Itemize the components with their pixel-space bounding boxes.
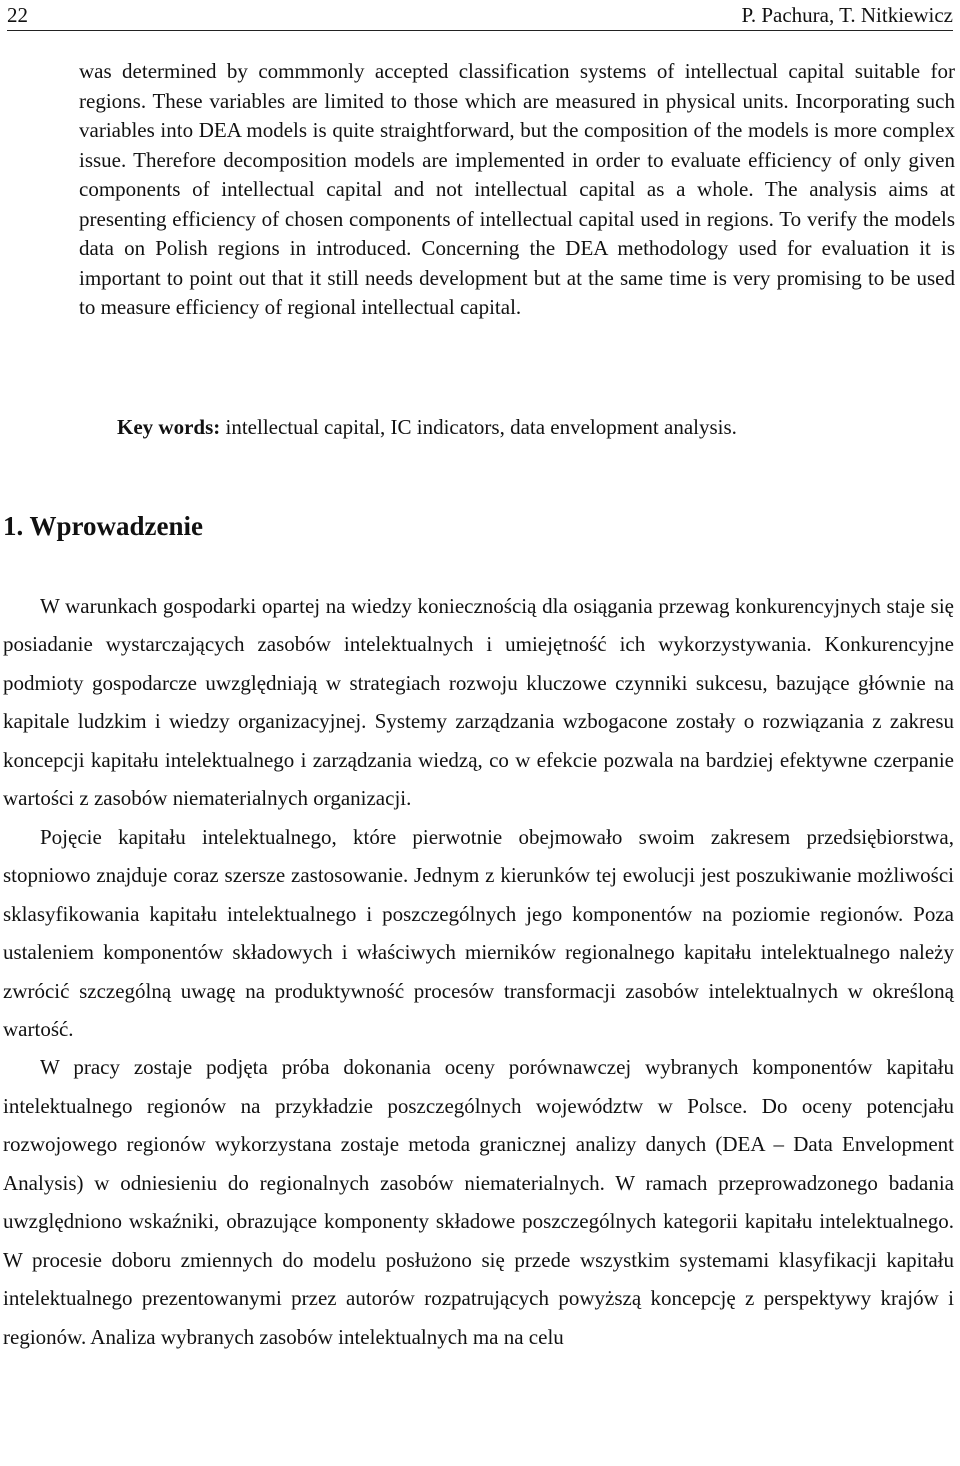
body-text (3, 587, 954, 1356)
page-number: 22 (7, 3, 28, 27)
keywords (117, 412, 937, 442)
section-title: 1. Wprowadzenie (3, 511, 204, 541)
running-header (7, 2, 953, 31)
keywords-label: Key words: (117, 415, 221, 439)
abstract-text: was determined by commmonly accepted classification systems of intellectual capital suitable for regions. These variables are limited to those which are measured in physical units. Incorporating such variables into DEA models is quite straightforward, but the composition of the models is more complex issue. Therefore decomposition models are implemented in order to evaluate efficiency of only given components of intellectual capital and not intellectual capital as a whole. The analysis aims at presenting efficiency of chosen components of intellectual capital used in regions. To verify the models data on Polish regions in introduced. Concerning the DEA methodology used for evaluation it is important to point out that it still needs development but at the same time is very promising to be used to measure efficiency of regional intellectual capital. (79, 59, 955, 319)
paragraph: W pracy zostaje podjęta próba dokonania oceny porównawczej wybranych komponentów kapitału intelektualnego regionów na przykładzie poszczególnych województw w Polsce. Do oceny potencjału rozwojowego regionów wykorzystana zostaje metoda granicznej analizy danych (DEA – Data Envelopment Analysis) w odniesieniu do regionalnych zasobów niematerialnych. W ramach przeprowadzonego badania uwzględniono wskaźniki, obrazujące komponenty składowe poszczególnych kategorii kapitału intelektualnego. W procesie doboru zmiennych do modelu posłużono się przede wszystkim systemami klasyfikacji kapitału intelektualnego prezentowanymi przez autorów rozpatrujących powyższą koncepcję z perspektywy krajów i regionów. Analiza wybranych zasobów intelektualnych ma na celu (3, 1055, 954, 1349)
running-header-authors: P. Pachura, T. Nitkiewicz (741, 3, 953, 27)
paragraph: Pojęcie kapitału intelektualnego, które pierwotnie obejmowało swoim zakresem przedsiębiorstwa, stopniowo znajduje coraz szersze zastosowanie. Jednym z kierunków tej ewolucji jest poszukiwanie możliwości sklasyfikowania kapitału intelektualnego i poszczególnych jego komponentów na poziomie regionów. Poza ustaleniem komponentów składowych i właściwych mierników regionalnego kapitału intelektualnego należy zwrócić szczególną uwagę na produktywność procesów transformacji zasobów intelektualnych w określoną wartość. (3, 824, 954, 1041)
keywords-text: intellectual capital, IC indicators, data envelopment analysis. (220, 415, 737, 439)
paragraph: W warunkach gospodarki opartej na wiedzy koniecznością dla osiągania przewag konkurencyjnych staje się posiadanie wystarczających zasobów intelektualnych i umiejętność ich wykorzystywania. Konkurencyjne podmioty gospodarcze uwzględniają w strategiach rozwoju kluczowe czynniki sukcesu, bazujące głównie na kapitale ludzkim i wiedzy organizacyjnej. Systemy zarządzania wzbogacone zostały o rozwiązania z zakresu koncepcji kapitału intelektualnego i zarządzania wiedzą, co w efekcie pozwala na bardziej efektywne czerpanie wartości z zasobów niematerialnych organizacji. (3, 594, 954, 811)
